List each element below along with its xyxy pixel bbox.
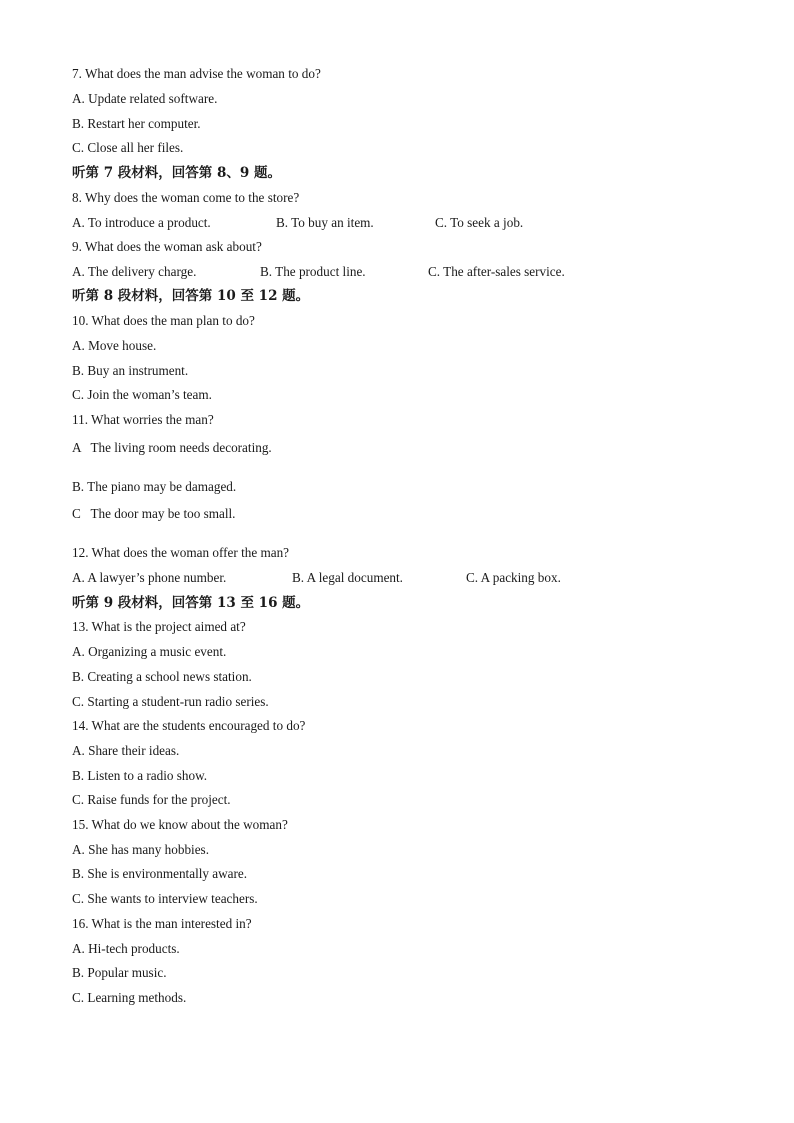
option-12c: C. A packing box. [466, 570, 561, 585]
option-8a: A. To introduce a product. [72, 215, 211, 230]
option-10c: C. Join the woman’s team. [72, 387, 212, 402]
question-12: 12. What does the woman offer the man? [72, 545, 290, 560]
option-7a: A. Update related software. [72, 91, 218, 106]
option-8b: B. To buy an item. [276, 215, 374, 230]
option-7b: B. Restart her computer. [72, 116, 201, 131]
section-heading-passage-8: 听第 8 段材料，回答第 10 至 12 题。 [72, 288, 310, 304]
question-13: 13. What is the project aimed at? [72, 619, 246, 634]
option-15c: C. She wants to interview teachers. [72, 891, 258, 906]
option-14b: B. Listen to a radio show. [72, 768, 208, 783]
option-13a: A. Organizing a music event. [72, 644, 227, 659]
option-14c: C. Raise funds for the project. [72, 792, 231, 807]
option-15a: A. She has many hobbies. [72, 842, 209, 857]
option-10b: B. Buy an instrument. [72, 363, 189, 378]
question-9: 9. What does the woman ask about? [72, 239, 262, 254]
section-heading-passage-7: 听第 7 段材料，回答第 8、9 题。 [72, 165, 281, 181]
option-11b: B. The piano may be damaged. [72, 479, 237, 494]
option-16b: B. Popular music. [72, 965, 167, 980]
option-10a: A. Move house. [72, 338, 157, 353]
option-13b: B. Creating a school news station. [72, 669, 252, 684]
question-15: 15. What do we know about the woman? [72, 817, 288, 832]
section-heading-passage-9: 听第 9 段材料，回答第 13 至 16 题。 [72, 595, 310, 611]
question-14: 14. What are the students encouraged to do? [72, 718, 306, 733]
option-14a: A. Share their ideas. [72, 743, 180, 758]
option-16c: C. Learning methods. [72, 990, 187, 1005]
option-9a: A. The delivery charge. [72, 264, 197, 279]
option-11c: C The door may be too small. [72, 506, 236, 521]
question-8: 8. Why does the woman come to the store? [72, 190, 300, 205]
option-11a: A The living room needs decorating. [72, 440, 272, 455]
option-12b: B. A legal document. [292, 570, 403, 585]
option-13c: C. Starting a student-run radio series. [72, 694, 269, 709]
option-12a: A. A lawyer’s phone number. [72, 570, 227, 585]
question-10: 10. What does the man plan to do? [72, 313, 255, 328]
option-9b: B. The product line. [260, 264, 366, 279]
option-7c: C. Close all her files. [72, 140, 184, 155]
option-16a: A. Hi-tech products. [72, 941, 180, 956]
option-15b: B. She is environmentally aware. [72, 866, 248, 881]
question-16: 16. What is the man interested in? [72, 916, 252, 931]
option-9c: C. The after-sales service. [428, 264, 565, 279]
question-11: 11. What worries the man? [72, 412, 214, 427]
question-7: 7. What does the man advise the woman to do? [72, 66, 321, 81]
option-8c: C. To seek a job. [435, 215, 524, 230]
